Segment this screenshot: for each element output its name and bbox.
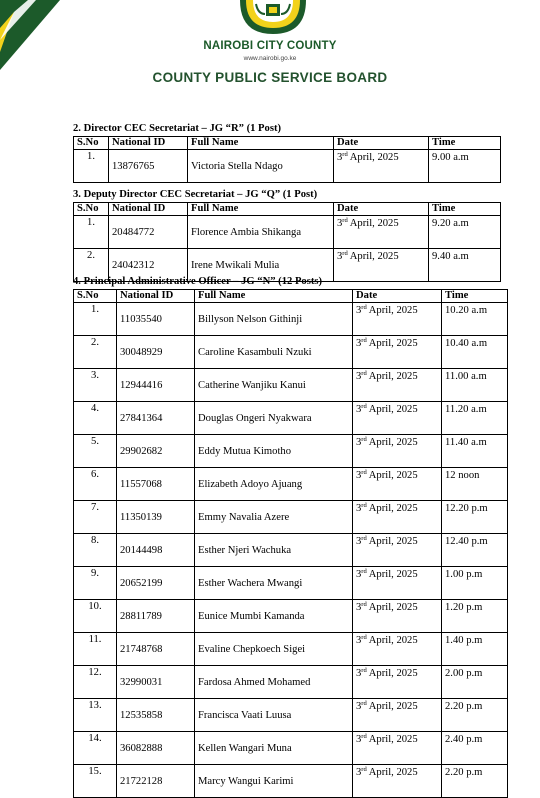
date-suffix: rd bbox=[361, 370, 367, 377]
row-time: 9.20 a.m bbox=[429, 216, 501, 249]
board-title: COUNTY PUBLIC SERVICE BOARD bbox=[152, 70, 388, 85]
date-rest: April, 2025 bbox=[347, 152, 399, 163]
row-national-id: 24042312 bbox=[109, 249, 188, 282]
date-suffix: rd bbox=[361, 535, 367, 542]
row-time: 2.20 p.m bbox=[442, 765, 508, 798]
date-day: 3 bbox=[337, 251, 343, 262]
table-row bbox=[74, 468, 508, 501]
row-sno: 2. bbox=[74, 249, 109, 282]
row-time: 9.00 a.m bbox=[429, 150, 501, 183]
row-national-id: 12944416 bbox=[117, 369, 195, 402]
date-day: 3 bbox=[356, 371, 362, 382]
row-time: 2.20 p.m bbox=[442, 699, 508, 732]
col-sno-header: S.No bbox=[74, 290, 117, 303]
date-rest: April, 2025 bbox=[366, 767, 418, 778]
row-sno: 4. bbox=[74, 402, 117, 435]
date-day: 3 bbox=[356, 338, 362, 349]
schedule-table bbox=[73, 289, 508, 798]
date-suffix: rd bbox=[361, 700, 367, 707]
row-sno: 5. bbox=[74, 435, 117, 468]
date-rest: April, 2025 bbox=[366, 371, 418, 382]
row-national-id: 32990031 bbox=[117, 666, 195, 699]
row-date bbox=[353, 369, 442, 402]
section-heading: 2. Director CEC Secretariat – JG “R” (1 Post) bbox=[73, 123, 281, 134]
schedule-table bbox=[73, 202, 501, 282]
row-full-name: Marcy Wangui Karimi bbox=[195, 765, 353, 798]
date-suffix: rd bbox=[361, 568, 367, 575]
row-time: 9.40 a.m bbox=[429, 249, 501, 282]
row-time: 1.20 p.m bbox=[442, 600, 508, 633]
table-row bbox=[74, 732, 508, 765]
table-row bbox=[74, 567, 508, 600]
row-time: 2.40 p.m bbox=[442, 732, 508, 765]
row-sno: 11. bbox=[74, 633, 117, 666]
table-row bbox=[74, 501, 508, 534]
row-time: 11.40 a.m bbox=[442, 435, 508, 468]
date-rest: April, 2025 bbox=[347, 218, 399, 229]
date-day: 3 bbox=[356, 701, 362, 712]
row-date bbox=[334, 150, 429, 183]
table-header-row bbox=[74, 290, 508, 303]
date-day: 3 bbox=[356, 470, 362, 481]
date-day: 3 bbox=[356, 305, 362, 316]
table-row bbox=[74, 765, 508, 798]
row-full-name: Eunice Mumbi Kamanda bbox=[195, 600, 353, 633]
date-day: 3 bbox=[356, 404, 362, 415]
row-full-name: Francisca Vaati Luusa bbox=[195, 699, 353, 732]
row-date bbox=[334, 216, 429, 249]
row-national-id: 29902682 bbox=[117, 435, 195, 468]
website-text: www.nairobi.go.ke bbox=[243, 55, 297, 62]
section-heading: 3. Deputy Director CEC Secretariat – JG “Q” (1 Post) bbox=[73, 189, 318, 200]
date-day: 3 bbox=[337, 218, 343, 229]
county-logo-icon bbox=[236, 0, 310, 36]
col-full-name-header: Full Name bbox=[188, 203, 334, 216]
date-rest: April, 2025 bbox=[366, 734, 418, 745]
date-rest: April, 2025 bbox=[366, 437, 418, 448]
date-rest: April, 2025 bbox=[366, 503, 418, 514]
row-national-id: 21722128 bbox=[117, 765, 195, 798]
row-date bbox=[353, 534, 442, 567]
col-sno-header: S.No bbox=[74, 203, 109, 216]
col-time-header: Time bbox=[429, 203, 501, 216]
row-date bbox=[353, 435, 442, 468]
table-row bbox=[74, 633, 508, 666]
row-full-name: Victoria Stella Ndago bbox=[188, 150, 334, 183]
row-date bbox=[353, 732, 442, 765]
row-sno: 1. bbox=[74, 216, 109, 249]
table-row bbox=[74, 336, 508, 369]
date-suffix: rd bbox=[361, 436, 367, 443]
table-row bbox=[74, 699, 508, 732]
row-sno: 3. bbox=[74, 369, 117, 402]
date-suffix: rd bbox=[361, 667, 367, 674]
row-date bbox=[353, 501, 442, 534]
row-time: 10.20 a.m bbox=[442, 303, 508, 336]
row-sno: 7. bbox=[74, 501, 117, 534]
row-full-name: Esther Njeri Wachuka bbox=[195, 534, 353, 567]
date-day: 3 bbox=[356, 437, 362, 448]
row-time: 11.00 a.m bbox=[442, 369, 508, 402]
row-full-name: Catherine Wanjiku Kanui bbox=[195, 369, 353, 402]
date-suffix: rd bbox=[361, 469, 367, 476]
date-suffix: rd bbox=[361, 601, 367, 608]
row-full-name: Evaline Chepkoech Sigei bbox=[195, 633, 353, 666]
section-heading: 4. Principal Administrative Officer – JG “N” (12 Posts) bbox=[73, 276, 323, 287]
table-row bbox=[74, 402, 508, 435]
date-day: 3 bbox=[337, 152, 343, 163]
date-day: 3 bbox=[356, 767, 362, 778]
table-row bbox=[74, 216, 501, 249]
row-full-name: Esther Wachera Mwangi bbox=[195, 567, 353, 600]
row-national-id: 13876765 bbox=[109, 150, 188, 183]
row-full-name: Elizabeth Adoyo Ajuang bbox=[195, 468, 353, 501]
row-time: 12 noon bbox=[442, 468, 508, 501]
date-suffix: rd bbox=[342, 217, 348, 224]
date-day: 3 bbox=[356, 536, 362, 547]
row-sno: 12. bbox=[74, 666, 117, 699]
date-rest: April, 2025 bbox=[366, 701, 418, 712]
table-row bbox=[74, 150, 501, 183]
row-date bbox=[353, 336, 442, 369]
col-national-id-header: National ID bbox=[109, 137, 188, 150]
date-rest: April, 2025 bbox=[366, 305, 418, 316]
row-date bbox=[334, 249, 429, 282]
date-suffix: rd bbox=[361, 502, 367, 509]
row-sno: 8. bbox=[74, 534, 117, 567]
row-national-id: 20144498 bbox=[117, 534, 195, 567]
date-rest: April, 2025 bbox=[366, 470, 418, 481]
row-date bbox=[353, 765, 442, 798]
row-national-id: 11350139 bbox=[117, 501, 195, 534]
date-suffix: rd bbox=[361, 733, 367, 740]
date-rest: April, 2025 bbox=[366, 404, 418, 415]
row-date bbox=[353, 303, 442, 336]
row-sno: 9. bbox=[74, 567, 117, 600]
row-national-id: 20652199 bbox=[117, 567, 195, 600]
row-full-name: Kellen Wangari Muna bbox=[195, 732, 353, 765]
row-national-id: 28811789 bbox=[117, 600, 195, 633]
schedule-table bbox=[73, 136, 501, 183]
row-time: 12.20 p.m bbox=[442, 501, 508, 534]
date-rest: April, 2025 bbox=[347, 251, 399, 262]
row-full-name: Irene Mwikali Mulia bbox=[188, 249, 334, 282]
date-day: 3 bbox=[356, 668, 362, 679]
row-date bbox=[353, 468, 442, 501]
col-full-name-header: Full Name bbox=[188, 137, 334, 150]
row-time: 12.40 p.m bbox=[442, 534, 508, 567]
row-sno: 2. bbox=[74, 336, 117, 369]
row-full-name: Emmy Navalia Azere bbox=[195, 501, 353, 534]
col-date-header: Date bbox=[334, 203, 429, 216]
row-sno: 6. bbox=[74, 468, 117, 501]
col-date-header: Date bbox=[353, 290, 442, 303]
table-row bbox=[74, 303, 508, 336]
row-sno: 13. bbox=[74, 699, 117, 732]
row-sno: 1. bbox=[74, 303, 117, 336]
date-day: 3 bbox=[356, 602, 362, 613]
row-national-id: 11035540 bbox=[117, 303, 195, 336]
date-rest: April, 2025 bbox=[366, 536, 418, 547]
row-time: 10.40 a.m bbox=[442, 336, 508, 369]
row-sno: 15. bbox=[74, 765, 117, 798]
date-day: 3 bbox=[356, 734, 362, 745]
row-national-id: 21748768 bbox=[117, 633, 195, 666]
row-full-name: Billyson Nelson Githinji bbox=[195, 303, 353, 336]
row-full-name: Douglas Ongeri Nyakwara bbox=[195, 402, 353, 435]
col-sno-header: S.No bbox=[74, 137, 109, 150]
row-national-id: 20484772 bbox=[109, 216, 188, 249]
row-date bbox=[353, 402, 442, 435]
row-full-name: Fardosa Ahmed Mohamed bbox=[195, 666, 353, 699]
row-national-id: 36082888 bbox=[117, 732, 195, 765]
row-national-id: 30048929 bbox=[117, 336, 195, 369]
date-suffix: rd bbox=[361, 766, 367, 773]
col-full-name-header: Full Name bbox=[195, 290, 353, 303]
table-header-row bbox=[74, 203, 501, 216]
date-day: 3 bbox=[356, 503, 362, 514]
col-national-id-header: National ID bbox=[117, 290, 195, 303]
row-national-id: 11557068 bbox=[117, 468, 195, 501]
col-time-header: Time bbox=[429, 137, 501, 150]
row-full-name: Florence Ambia Shikanga bbox=[188, 216, 334, 249]
table-row bbox=[74, 435, 508, 468]
row-time: 11.20 a.m bbox=[442, 402, 508, 435]
row-sno: 10. bbox=[74, 600, 117, 633]
organization-name: NAIROBI CITY COUNTY bbox=[203, 40, 337, 52]
col-time-header: Time bbox=[442, 290, 508, 303]
date-rest: April, 2025 bbox=[366, 338, 418, 349]
row-date bbox=[353, 699, 442, 732]
row-time: 1.00 p.m bbox=[442, 567, 508, 600]
date-suffix: rd bbox=[361, 337, 367, 344]
date-suffix: rd bbox=[342, 250, 348, 257]
date-day: 3 bbox=[356, 635, 362, 646]
table-row bbox=[74, 600, 508, 633]
col-date-header: Date bbox=[334, 137, 429, 150]
row-date bbox=[353, 666, 442, 699]
table-header-row bbox=[74, 137, 501, 150]
row-time: 1.40 p.m bbox=[442, 633, 508, 666]
date-suffix: rd bbox=[361, 304, 367, 311]
table-row bbox=[74, 534, 508, 567]
row-full-name: Caroline Kasambuli Nzuki bbox=[195, 336, 353, 369]
table-row bbox=[74, 666, 508, 699]
row-sno: 1. bbox=[74, 150, 109, 183]
date-day: 3 bbox=[356, 569, 362, 580]
row-national-id: 12535858 bbox=[117, 699, 195, 732]
row-national-id: 27841364 bbox=[117, 402, 195, 435]
row-date bbox=[353, 600, 442, 633]
row-full-name: Eddy Mutua Kimotho bbox=[195, 435, 353, 468]
row-sno: 14. bbox=[74, 732, 117, 765]
date-suffix: rd bbox=[361, 403, 367, 410]
date-rest: April, 2025 bbox=[366, 602, 418, 613]
date-rest: April, 2025 bbox=[366, 635, 418, 646]
date-rest: April, 2025 bbox=[366, 569, 418, 580]
date-suffix: rd bbox=[342, 151, 348, 158]
col-national-id-header: National ID bbox=[109, 203, 188, 216]
row-time: 2.00 p.m bbox=[442, 666, 508, 699]
row-date bbox=[353, 633, 442, 666]
row-date bbox=[353, 567, 442, 600]
date-rest: April, 2025 bbox=[366, 668, 418, 679]
table-row bbox=[74, 369, 508, 402]
date-suffix: rd bbox=[361, 634, 367, 641]
